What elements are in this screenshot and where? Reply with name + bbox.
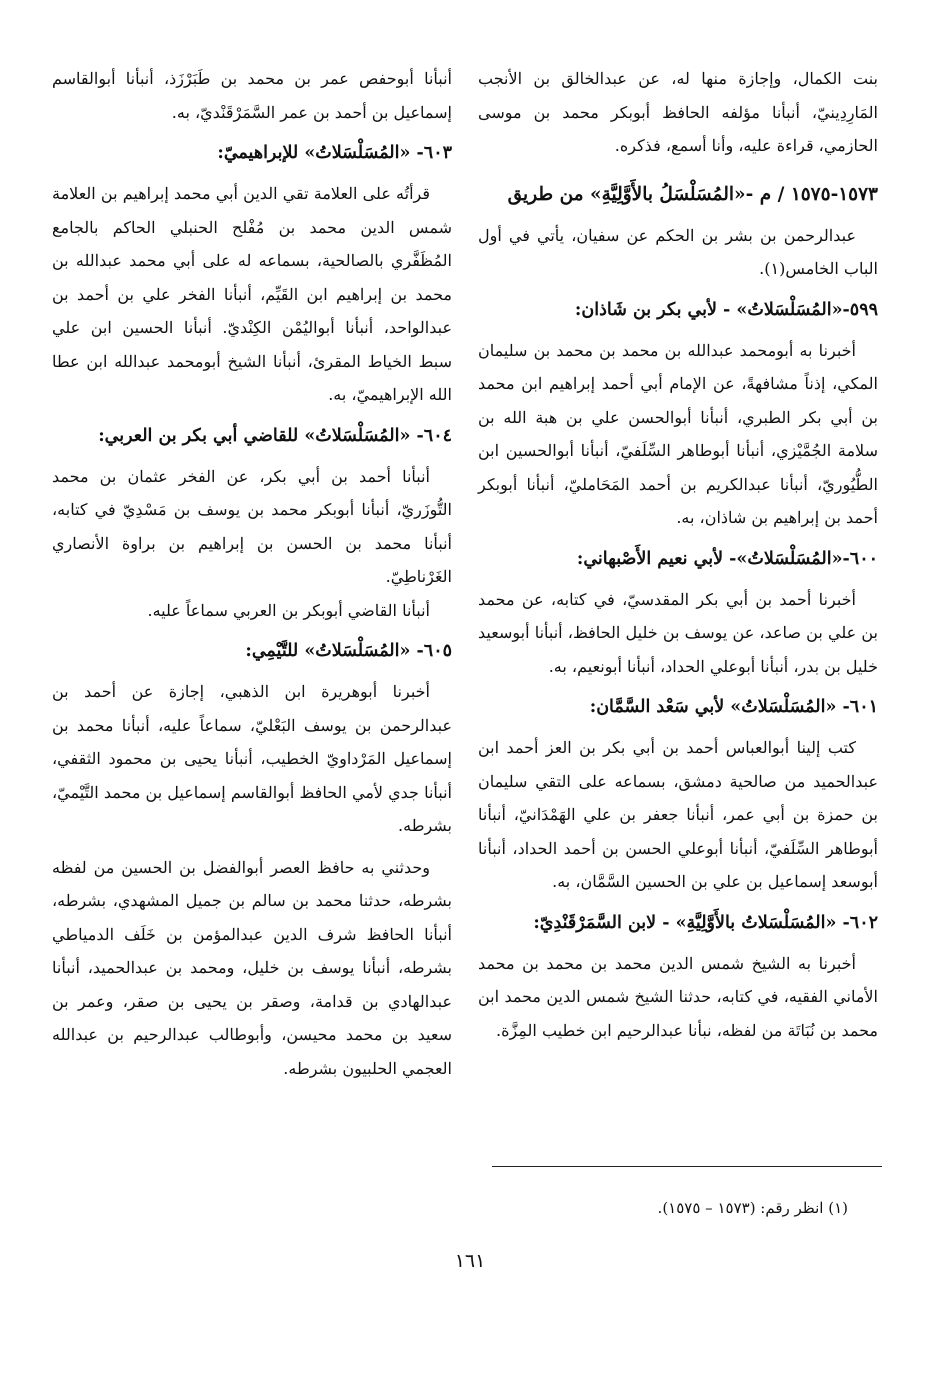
section-heading: ٦٠٣- «المُسَلْسَلاتُ» للإبراهيميّ: (217, 143, 452, 163)
footnote-divider (492, 1166, 882, 1167)
section-heading: ٦٠٤- «المُسَلْسَلاتُ» للقاضي أبي بكر بن العربي: (98, 425, 452, 446)
paragraph: كتب إلينا أبوالعباس أحمد بن أبي بكر بن العز أحمد ابن عبدالحميد من صالحية دمشق، بسماعه على التقي سليمان بن حمزة بن أبي عمر، أنبأنا جعفر بن علي الهَمْدَانيّ، أنبأنا أبوطاهر السِّلَفيّ، أنبأنا أبوعلي الحسن بن أحمد الحداد، أنبأنا أبوسعد إسماعيل بن علي بن الحسين السَّمَّان، به. (478, 738, 878, 891)
right-column (478, 62, 878, 1047)
page-number: ١٦١ (454, 1250, 486, 1272)
paragraph: أخبرنا به الشيخ شمس الدين محمد بن محمد بن محمد الأماني الفقيه، في كتابه، حدثنا الشيخ شمس الدين محمد ابن محمد بن نُبَاتَة من لفظه، نبأنا عبدالرحيم ابن خطيب المِزَّة. (478, 953, 878, 1040)
paragraph: وحدثني به حافظ العصر أبوالفضل بن الحسين من لفظه بشرطه، حدثنا محمد بن سالم بن جميل المشهدي، بشرطه، أنبأنا الحافظ شرف الدين عبدالمؤمن بن خَلَف الدمياطي بشرطه، أنبأنا يوسف بن خليل، ومحمد بن عبدالحميد، أنبأنا عبدالهادي بن قدامة، وصقر بن يحيى بن صقر، وعمر بن سعيد بن محمد محيسن، وأبوطالب عبدالرحيم بن عبدالله العجمي الحلبيون بشرطه. (52, 857, 452, 1078)
section-heading: ٦٠٥- «المُسَلْسَلاتُ» للتَّيْمِي: (245, 641, 452, 661)
paragraph: بنت الكمال، وإجازة منها له، عن عبدالخالق بن الأنجب المَارِدِينيّ، أنبأنا مؤلفه الحافظ أبوبكر محمد بن موسى الحازمي، قراءة عليه، وأنا أسمع، فذكره. (478, 69, 878, 155)
paragraph: قرأتُه على العلامة تقي الدين أبي محمد إبراهيم بن العلامة شمس الدين محمد بن مُفْلح الحنبلي الحاكم بالجامع المُظَفَّري بالصالحية، بسماعه له على أبي محمد عبدالله بن محمد بن إبراهيم ابن القَيِّم، أنبأنا الفخر علي بن أحمد بن عبدالواحد، أنبأنا أبواليُمْن الكِنْديّ. أنبأنا الحسين ابن علي سبط الخياط المقرئ، أنبأنا الشيخ أبومحمد عبدالله ابن عطا الله الإبراهيميّ، به. (52, 184, 453, 404)
paragraph: أنبأنا أبوحفص عمر بن محمد بن طَبَرْزَذ، أنبأنا أبوالقاسم إسماعيل بن أحمد بن عمر السَّمَرْقَنْديّ، به. (52, 69, 452, 122)
paragraph: أخبرنا به أبومحمد عبدالله بن محمد بن محمد بن سليمان المكي، إذناً مشافهةً، عن الإمام أبي أحمد إبراهيم ابن محمد بن أبي بكر الطبري، أنبأنا أبوالحسن علي بن هبة الله بن سلامة الجُمَّيْزي، أنبأنا أبوطاهر السِّلَفيّ، أنبأنا أبوالحسين ابن الطُّيُوريّ، أنبأنا عبدالكريم بن أحمد المَحَامليّ، أنبأنا أبوبكر أحمد بن إبراهيم بن شاذان، به. (478, 340, 878, 527)
section-heading: ٥٩٩-«المُسَلْسَلاتُ» - لأبي بكر بن شَاذان: (574, 299, 878, 320)
paragraph: أخبرنا أحمد بن أبي بكر المقدسيّ، في كتابه، عن محمد بن علي بن صاعد، عن يوسف بن خليل الحافظ، أنبأنا أبوسعيد خليل بن بدر، أنبأنا أبوعلي الحداد، أنبأنا أبونعيم، به. (478, 589, 878, 676)
paragraph: أنبأنا القاضي أبوبكر بن العربي سماعاً عليه. (147, 600, 430, 620)
section-heading: ٦٠٠-«المُسَلْسَلاتُ»- لأبي نعيم الأَصْبهاني: (576, 548, 878, 569)
paragraph: عبدالرحمن بن بشر بن الحكم عن سفيان، يأتي في أول الباب الخامس(١). (478, 225, 878, 278)
section-heading: ٦٠٢- «المُسَلْسَلاتُ بالأَوَّلِيَّةِ» - لابن السَّمَرْقَنْدِيّ: (533, 912, 878, 933)
paragraph: أخبرنا أبوهريرة ابن الذهبي، إجازة عن أحمد بن عبدالرحمن بن يوسف البَعْليّ، سماعاً عليه، أنبأنا محمد بن إسماعيل المَرْداويّ الخطيب، أنبأنا يحيى بن محمود الثقفي، أنبأنا جدي لأمي الحافظ أبوالقاسم إسماعيل بن محمد التَّيْميّ، بشرطه. (52, 682, 452, 835)
section-heading: ٦٠١- «المُسَلْسَلاتُ» لأبي سَعْد السَّمَّان: (589, 697, 878, 717)
left-column (52, 62, 452, 1085)
footnote: (١) انظر رقم: (١٥٧٣ – ١٥٧٥). (657, 1199, 848, 1217)
paragraph: أنبأنا أحمد بن أبي بكر، عن الفخر عثمان بن محمد التُّوزَريّ، أنبأنا أبوبكر محمد بن يوسف بن مَسْدِيّ في كتابه، أنبأنا محمد بن الحسن بن إبراهيم بن براوة الأنصاري الغَرْناطِيّ. (52, 466, 452, 586)
section-heading: ١٥٧٣-١٥٧٥ / م -«المُسَلْسَلُ بالأَوَّلِيَّةِ» من طريق (507, 183, 878, 205)
